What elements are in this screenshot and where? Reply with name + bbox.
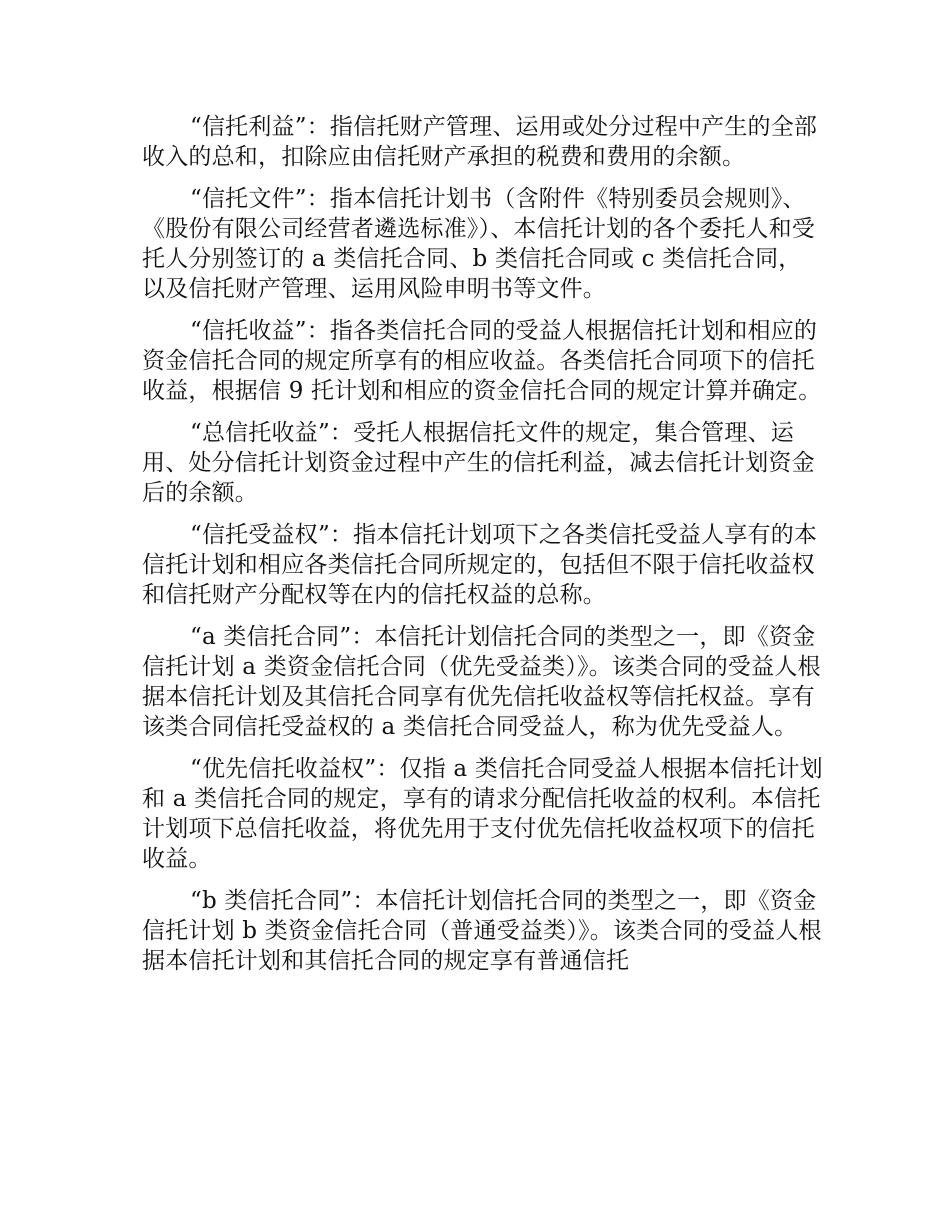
paragraph-priority-income-right: “优先信托收益权”：仅指 a 类信托合同受益人根据本信托计划和 a 类信托合同的规定，享有的请求分配信托收益的权利。本信托计划项下总信托收益，将优先用于支付优先信托收益权项下的信托收益。 xyxy=(142,756,823,872)
document-body xyxy=(142,112,824,988)
paragraph-class-b-contract: “b 类信托合同”：本信托计划信托合同的类型之一，即《资金信托计划 b 类资金信托合同（普通受益类）》。该类合同的受益人根据本信托计划和其信托合同的规定享有普通信托 xyxy=(142,888,822,974)
paragraph-trust-benefit: “信托利益”：指信托财产管理、运用或处分过程中产生的全部收入的总和，扣除应由信托财产承担的税费和费用的余额。 xyxy=(142,114,818,170)
paragraph-trust-documents: “信托文件”：指本信托计划书（含附件《特别委员会规则》、《股份有限公司经营者遴选标准》）、本信托计划的各个委托人和受托人分别签订的 a 类信托合同、b 类信托合同或 c 类信托合同，以及信托财产管理、运用风险申明书等文件。 xyxy=(142,186,815,302)
paragraph-trust-beneficial-right: “信托受益权”：指本信托计划项下之各类信托受益人享有的本信托计划和相应各类信托合同所规定的，包括但不限于信托收益权和信托财产分配权等在内的信托权益的总称。 xyxy=(142,522,818,608)
paragraph-class-a-contract: “a 类信托合同”：本信托计划信托合同的类型之一，即《资金信托计划 a 类资金信托合同（优先受益类）》。该类合同的受益人根据本信托计划及其信托合同享有优先信托收益权等信托权益。享有该类合同信托受益权的 a 类信托合同受益人，称为优先受益人。 xyxy=(142,624,821,740)
paragraph-trust-income: “信托收益”：指各类信托合同的受益人根据信托计划和相应的资金信托合同的规定所享有的相应收益。各类信托合同项下的信托收益，根据信 9 托计划和相应的资金信托合同的规定计算并确定。 xyxy=(142,318,822,404)
paragraph-total-trust-income: “总信托收益”：受托人根据信托文件的规定，集合管理、运用、处分信托计划资金过程中产生的信托利益，减去信托计划资金后的余额。 xyxy=(142,420,815,506)
